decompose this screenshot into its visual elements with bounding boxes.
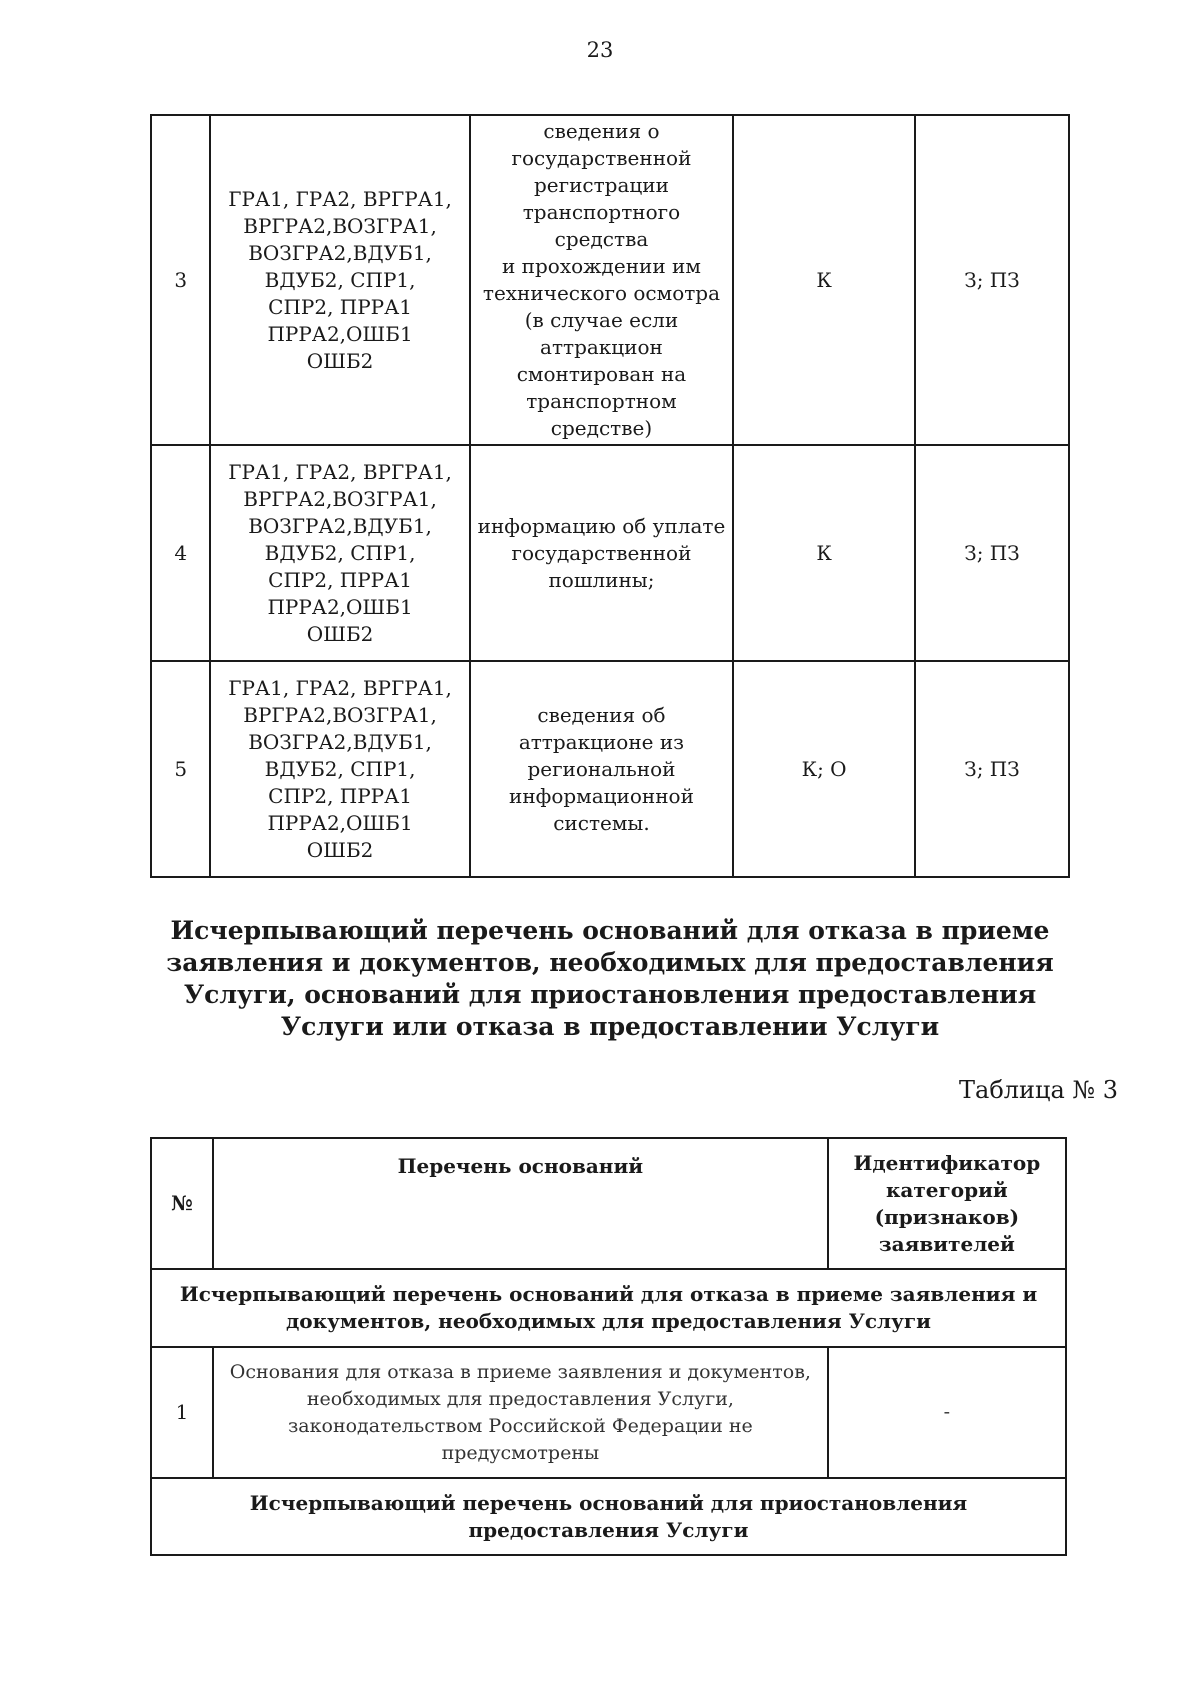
grounds-table [150, 1137, 1067, 1556]
document-description: сведения об аттракционе из региональной информационной системы. [470, 661, 734, 877]
table-row [151, 661, 1069, 877]
header-grounds-list: Перечень оснований [213, 1138, 828, 1269]
column-5-value: З; ПЗ [915, 115, 1069, 445]
table-row [151, 1347, 1066, 1478]
applicant-categories: ГРА1, ГРА2, ВРГРА1, ВРГРА2,ВОЗГРА1, ВОЗГРА2,ВДУБ1, ВДУБ2, СПР1, СПР2, ПРРА1 ПРРА2,ОШБ1 ОШБ2 [210, 115, 469, 445]
table-subheading-row [151, 1478, 1066, 1555]
header-number: № [151, 1138, 213, 1269]
column-5-value: З; ПЗ [915, 661, 1069, 877]
document-description: сведения о государственной регистрации транспортного средства и прохождении им технического осмотра (в случае если аттракцион смонтирован на транспортном средстве) [470, 115, 734, 445]
subheading-suspension: Исчерпывающий перечень оснований для приостановления предоставления Услуги [151, 1478, 1066, 1555]
header-category-id: Идентификатор категорий (признаков) заявителей [828, 1138, 1066, 1269]
row-number: 3 [151, 115, 210, 445]
row-number: 5 [151, 661, 210, 877]
page-number: 23 [586, 38, 614, 62]
document-description: информацию об уплате государственной пошлины; [470, 445, 734, 661]
table-caption: Таблица № 3 [959, 1076, 1118, 1104]
table-row [151, 115, 1069, 445]
row-number: 1 [151, 1347, 213, 1478]
column-5-value: З; ПЗ [915, 445, 1069, 661]
column-4-value: К [733, 445, 915, 661]
column-4-value: К [733, 115, 915, 445]
table-header-row [151, 1138, 1066, 1269]
documents-table [150, 114, 1070, 878]
column-4-value: К; О [733, 661, 915, 877]
section-heading: Исчерпывающий перечень оснований для отказа в приеме заявления и документов, необходимых для предоставления Услуги, оснований для приостановления предоставления Услуги или отказа в предоставлении Услуги [166, 916, 1054, 1041]
table-row [151, 445, 1069, 661]
row-number: 4 [151, 445, 210, 661]
grounds-text: Основания для отказа в приеме заявления и документов, необходимых для предоставления Услуги, законодательством Российской Федерации не предусмотрены [213, 1347, 828, 1478]
applicant-categories: ГРА1, ГРА2, ВРГРА1, ВРГРА2,ВОЗГРА1, ВОЗГРА2,ВДУБ1, ВДУБ2, СПР1, СПР2, ПРРА1 ПРРА2,ОШБ1 ОШБ2 [210, 661, 469, 877]
category-id-value: - [828, 1347, 1066, 1478]
table-subheading-row [151, 1269, 1066, 1347]
applicant-categories: ГРА1, ГРА2, ВРГРА1, ВРГРА2,ВОЗГРА1, ВОЗГРА2,ВДУБ1, ВДУБ2, СПР1, СПР2, ПРРА1 ПРРА2,ОШБ1 ОШБ2 [210, 445, 469, 661]
subheading-refusal-acceptance: Исчерпывающий перечень оснований для отказа в приеме заявления и документов, необходимых для предоставления Услуги [151, 1269, 1066, 1347]
